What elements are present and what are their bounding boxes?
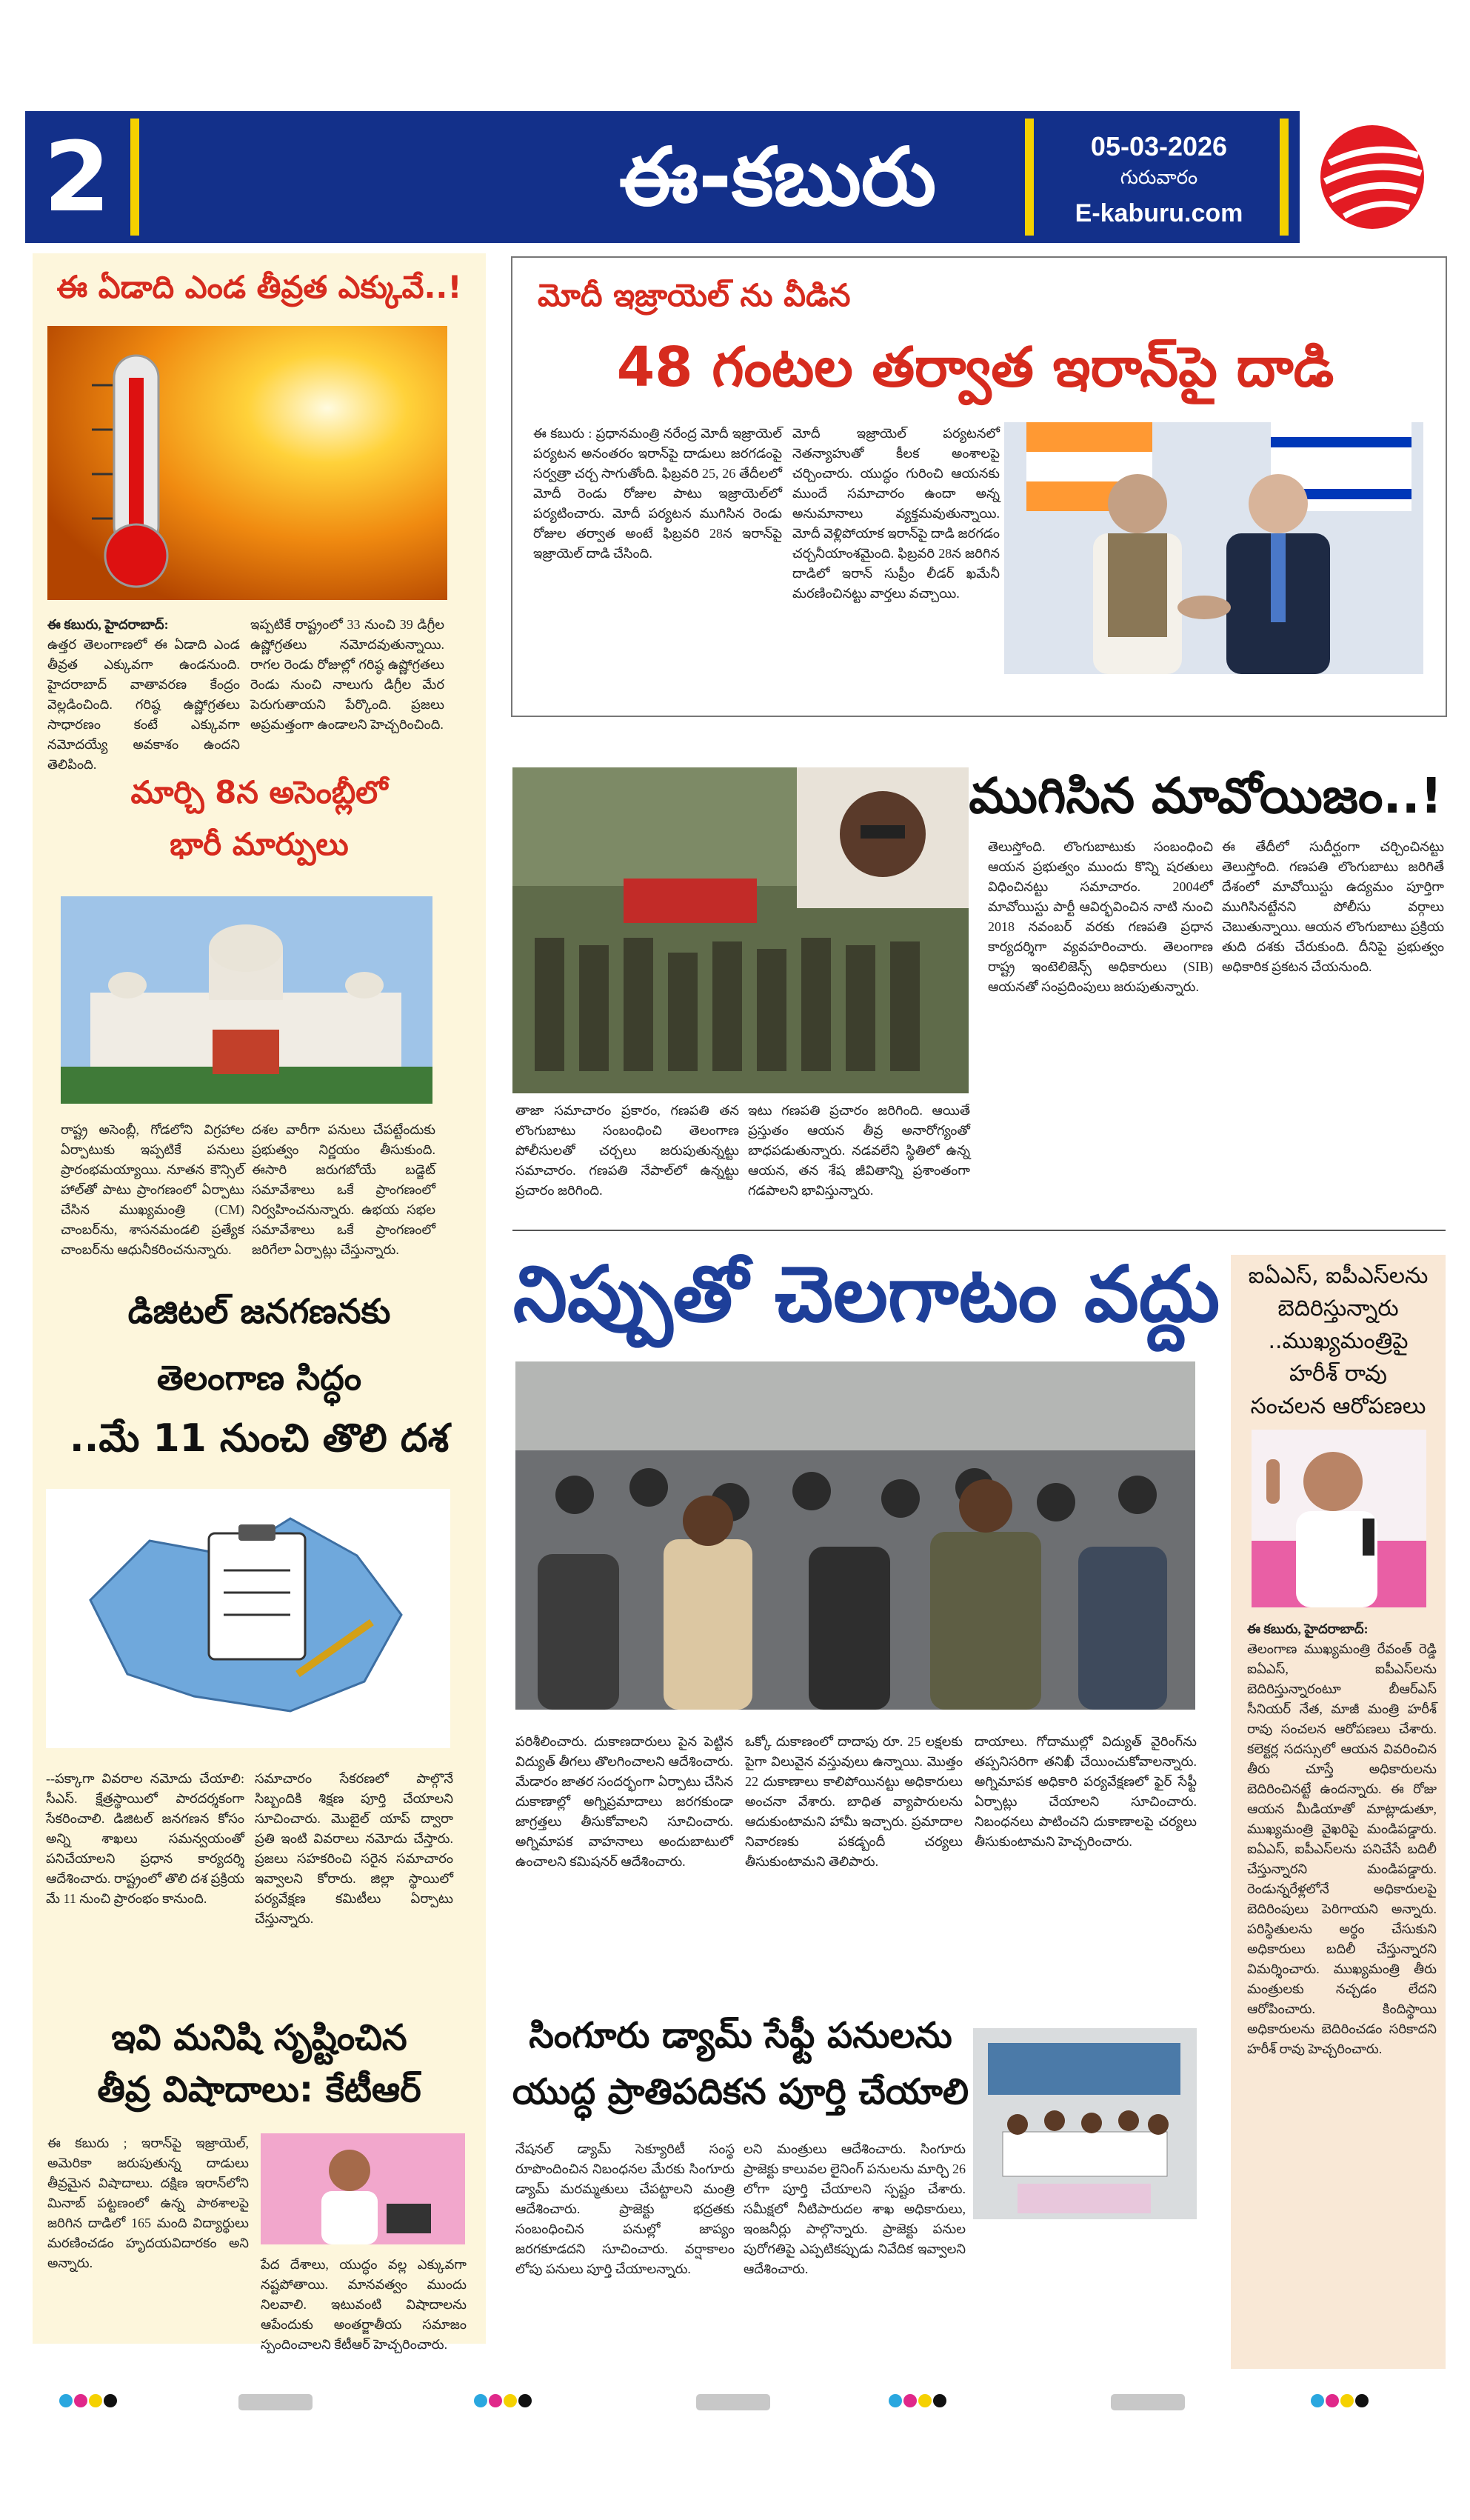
maoist-body-photo-left: తాజా సమాచారం ప్రకారం, గణపతి తన లొంగుబాటు సంబంధించి తెలంగాణ పోలీసులతో చర్చలు జరుపుతున్నట్టు సమాచారం. గణపతి నేపాల్‌లో ఉన్నట్టు ప్రచారం జరిగింది. <box>515 1103 739 1198</box>
harish-dateline: ఈ కబురు, హైదరాబాద్: <box>1247 1621 1369 1636</box>
heat-headline: ఈ ఏడాది ఎండ తీవ్రత ఎక్కువే..! <box>56 269 462 305</box>
masthead-divider-left <box>130 119 139 236</box>
officials-inspection-image <box>515 1361 1195 1710</box>
assembly-body-left: రాష్ట్ర అసెంబ్లీ, గోడలోని విగ్రహాల ఏర్పాటుకు ఇప్పటికే పనులు ప్రారంభమయ్యాయి. నూతన కౌన్సిల్ హాల్‌తో పాటు ప్రాంగణంలో ఏర్పాటు చేసిన ముఖ్యమంత్రి (CM) చాంబర్‌ను, శాసనమండలి ప్రత్యేక చాంబర్‌ను ఆధునీకరించనున్నారు. <box>61 1122 244 1257</box>
issue-date: 05-03-2026 <box>1090 131 1228 161</box>
brand-title: ఈ-కబురు <box>618 131 937 224</box>
page-number: 2 <box>43 121 111 233</box>
assembly-headline-line2: భారీ మార్పులు <box>170 826 349 862</box>
iran-body-right: మోదీ ఇజ్రాయెల్ పర్యటనలో నెతన్యాహుతో కీలక అంశాలపై చర్చించారు. యుద్ధం గురించి ఆయనకు ముందే సమాచారం ఉందా అన్న అనుమానాలు వ్యక్తమవుతున్నాయి. మోదీ వెళ్లిపోయాక ఇరాన్‌పై దాడి జరగడం చర్చనీయాంశమైంది. ఫిబ్రవరి 28న జరిగిన దాడిలో ఇరాన్ సుప్రీం లీడర్ ఖమేనీ మరణించినట్టు వార్తలు వచ్చాయి. <box>792 426 1000 601</box>
print-registration-3 <box>889 2394 948 2410</box>
singur-body-right: లని మంత్రులు ఆదేశించారు. సింగూరు ప్రాజెక్టు కాలువల లైనింగ్ పనులను మార్చి 26 లోగా పూర్తి చేయాలని స్పష్టం చేశారు. సమీక్షలో నీటిపారుదల శాఖ అధికారులు, ఇంజనీర్లు పాల్గొన్నారు. ప్రాజెక్టు పనుల పురోగతిపై ఎప్పటికప్పుడు నివేదిక ఇవ్వాలని ఆదేశించారు. <box>744 2141 966 2276</box>
harish-rao-portrait-image <box>1252 1430 1426 1607</box>
print-greybar-3 <box>1111 2394 1185 2410</box>
ktr-portrait-image <box>261 2133 465 2244</box>
ktr-body-right: పేద దేశాలు, యుద్ధం వల్ల ఎక్కువగా నష్టపోతాయి. మానవత్వం ముందు నిలవాలి. ఇటువంటి విషాదాలను ఆపేందుకు అంతర్జాతీయ సమాజం స్పందించాలని కేటీఆర్ హెచ్చరించారు. <box>261 2257 467 2352</box>
harish-headline-line1: ఐఏఎస్, ఐపీఎస్‌లను <box>1248 1263 1429 1289</box>
heat-body-right: ఇప్పటికే రాష్ట్రంలో 33 నుంచి 39 డిగ్రీల ఉష్ణోగ్రతలు నమోదవుతున్నాయి. రాగల రెండు రోజుల్లో గరిష్ఠ ఉష్ణోగ్రతలు రెండు నుంచి నాలుగు డిగ్రీల మేర పెరుగుతాయని పేర్కొంది. ప్రజలు అప్రమత్తంగా ఉండాలని హెచ్చరించింది. <box>250 617 444 732</box>
ktr-headline-line1: ఇవి మనిషి సృష్టించిన <box>111 2017 407 2059</box>
iran-headline: 48 గంటల తర్వాత ఇరాన్‌పై దాడి <box>616 336 1334 399</box>
logo-swirl-icon <box>1300 111 1445 243</box>
ktr-headline-line2: తీవ్ర విషాదాలు: కేటీఆర్ <box>97 2069 421 2110</box>
print-registration-1 <box>59 2394 118 2410</box>
census-headline-line1: డిజిటల్ జనగణనకు <box>127 1291 391 1331</box>
assembly-photo <box>61 896 432 1104</box>
print-registration-2 <box>474 2394 533 2410</box>
maoist-body-photo-right: ఇటు గణపతి ప్రచారం జరిగింది. ఆయితే ప్రస్తుతం ఆయన తీవ్ర అనారోగ్యంతో బాధపడుతున్నారు. నడవలేని స్థితిలో ఉన్న ఆయన, తన శేష జీవితాన్ని ప్రశాంతంగా గడపాలని భావిస్తున్నారు. <box>748 1103 970 1198</box>
issue-weekday: గురువారం <box>1120 167 1198 189</box>
iran-kicker: మోదీ ఇజ్రాయెల్ ను వీడిన <box>538 277 851 313</box>
iran-body-left: ఈ కబురు : ప్రధానమంత్రి నరేంద్ర మోదీ ఇజ్రాయెల్ పర్యటన అనంతరం ఇరాన్‌పై దాడులు జరగడంపై సర్వత్రా చర్చ సాగుతోంది. ఫిబ్రవరి 25, 26 తేదీలలో మోదీ రెండు రోజుల పాటు ఇజ్రాయెల్‌లో పర్యటించారు. మోదీ పర్యటన ముగిసిన రెండు రోజుల తర్వాత అంటే ఫిబ్రవరి 28న ఇరాన్‌పై ఇజ్రాయెల్ దాడి చేసింది. <box>533 426 782 561</box>
harish-headline-line3: ..ముఖ్యమంత్రిపై <box>1268 1328 1409 1354</box>
heat-body-left <box>47 615 240 772</box>
census-body-left: --పక్కాగా వివరాల నమోదు చేయాలి: సీఎస్. క్షేత్రస్థాయిలో పారదర్శకంగా సేకరించాలి. డిజిటల్ జనగణన కోసం అన్ని శాఖలు సమన్వయంతో పనిచేయాలని ప్రధాన కార్యదర్శి ఆదేశించారు. రాష్ట్రంలో తొలి దశ ప్రక్రియ మే 11 నుంచి ప్రారంభం కానుంది. <box>46 1771 244 1906</box>
thermometer-icon <box>47 326 447 600</box>
maoist-headline: ముగిసిన మావోయిజం..! <box>969 767 1443 824</box>
maoist-photo <box>512 767 969 1093</box>
nipputho-body-col1: పరిశీలించారు. దుకాణదారులు పైన పెట్టిన విద్యుత్ తీగలు తొలగించాలని ఆదేశించారు. మేడారం జాతర సందర్భంగా ఏర్పాటు చేసిన దుకాణాల్లో అగ్నిప్రమాదాలు జరగకుండా జాగ్రత్తలు తీసుకోవాలని సూచించారు. అగ్నిమాపక వాహనాలు అందుబాటులో ఉంచాలని కమిషనర్ ఆదేశించారు. <box>515 1734 733 1869</box>
harish-photo <box>1252 1430 1426 1607</box>
heat-photo <box>47 326 447 600</box>
singur-body-left: నేషనల్ డ్యామ్ సెక్యూరిటీ సంస్థ రూపొందించిన నిబంధనల మేరకు సింగూరు డ్యామ్ మరమ్మతులు చేపట్టాలని మంత్రి ఆదేశించారు. ప్రాజెక్టు భద్రతకు సంబంధించిన పనుల్లో జాప్యం జరగకూడదని సూచించారు. వర్షాకాలం లోపు పనులు పూర్తి చేయాలన్నారు. <box>515 2141 735 2276</box>
modi-netanyahu-image <box>1004 422 1423 674</box>
assembly-headline-line1: మార్చి 8న అసెంబ్లీలో <box>130 774 388 810</box>
masthead-divider-right <box>1280 119 1289 236</box>
nipputho-headline: నిప్పుతో చెలగాటం వద్దు <box>512 1249 1220 1339</box>
website-url[interactable]: E-kaburu.com <box>1075 199 1243 227</box>
heat-dateline: ఈ కబురు, హైదరాబాద్: <box>47 617 169 632</box>
masthead-divider-mid <box>1025 119 1034 236</box>
census-headline-line3: ..మే 11 నుంచి తొలి దశ <box>69 1416 450 1461</box>
maoist-body-col1: తెలుస్తోంది. లొంగుబాటుకు సంబంధించి ఆయన ప్రభుత్వం ముందు కొన్ని షరతులు విధించినట్టు సమాచారం. 2004లో మావోయిస్టు పార్టీ ఆవిర్భవించిన నాటి నుంచి 2018 నవంబర్ వరకు గణపతి ప్రధాన కార్యదర్శిగా వ్యవహరించారు. తెలంగాణ రాష్ట్ర ఇంటెలిజెన్స్ అధికారులు (SIB) ఆయనతో సంప్రదింపులు జరుపుతున్నారు. <box>988 839 1213 994</box>
ktr-body-left: ఈ కబురు ; ఇరాన్‌పై ఇజ్రాయెల్, అమెరికా జరుపుతున్న దాడులు తీవ్రమైన విషాదాలు. దక్షిణ ఇరాన్‌లోని మినాబ్ పట్టణంలో ఉన్న పాఠశాలపై జరిగిన దాడిలో 165 మంది విద్యార్థులు మరణించడం హృదయవిదారకం అని అన్నారు. <box>47 2136 249 2270</box>
harish-headline-line5: సంచలన ఆరోపణలు <box>1250 1393 1426 1419</box>
review-meeting-image <box>973 2028 1197 2219</box>
print-greybar-1 <box>238 2394 313 2410</box>
harish-headline-line4: హరీశ్ రావు <box>1289 1361 1387 1387</box>
section-rule <box>512 1230 1446 1231</box>
census-body-right: సమాచారం సేకరణలో పాల్గొనే సిబ్బందికి శిక్షణ పూర్తి చేయాలని సూచించారు. మొబైల్ యాప్ ద్వారా ప్రతి ఇంటి వివరాలు నమోదు చేస్తారు. ప్రజలు సహకరించి సరైన సమాచారం ఇవ్వాలని కోరారు. జిల్లా స్థాయిలో పర్యవేక్షణ కమిటీలు ఏర్పాటు చేస్తున్నారు. <box>255 1771 453 1926</box>
date-box <box>1037 122 1281 228</box>
harish-body-text: తెలంగాణ ముఖ్యమంత్రి రేవంత్ రెడ్డి ఐఏఎస్, ఐపీఎస్‌లను బెదిరిస్తున్నారంటూ బీఆర్ఎస్ సీనియర్ నేత, మాజీ మంత్రి హరీశ్ రావు సంచలన ఆరోపణలు చేశారు. కలెక్టర్ల సదస్సులో ఆయన వివరించిన తీరు చూస్తే అధికారులను బెదిరించినట్టే ఉందన్నారు. ఈ రోజు ఆయన మీడియాతో మాట్లాడుతూ, ముఖ్యమంత్రి వైఖరిపై మండిపడ్డారు. ఐఏఎస్, ఐపీఎస్‌లను పనిచేసే బదిలీ చేస్తున్నారని మండిపడ్డారు. రెండున్నరేళ్లలోనే అధికారులపై బెదిరింపులు పెరిగాయని అన్నారు. పరిస్థితులను అర్థం చేసుకుని అధికారులు బదిలీ చేస్తున్నారని విమర్శించారు. ముఖ్యమంత్రి తీరు మంత్రులకు నచ్చడం లేదని ఆరోపించారు. కిందిస్థాయి అధికారులను బెదిరించడం సరికాదని హరీశ్ రావు హెచ్చరించారు. <box>1247 1641 1437 2056</box>
nipputho-body-col3: దాయాలు. గోదాముల్లో విద్యుత్ వైరింగ్‌ను తప్పనిసరిగా తనిఖీ చేయించుకోవాలన్నారు. అగ్నిమాపక అధికారి పర్యవేక్షణలో ఫైర్ సేఫ్టీ ఏర్పాట్లు చేయాలని సూచించారు. నిబంధనలు పాటించని దుకాణాలపై చర్యలు తీసుకుంటామని హెచ్చరించారు. <box>975 1734 1197 1849</box>
assembly-building-image <box>61 896 432 1104</box>
logo-panel <box>1300 111 1445 243</box>
print-greybar-2 <box>696 2394 770 2410</box>
singur-headline-line2: యుద్ధ ప్రాతిపదికన పూర్తి చేయాలి <box>512 2071 969 2113</box>
print-registration-4 <box>1311 2394 1370 2410</box>
maoist-cadres-image <box>512 767 969 1093</box>
harish-body-wrap <box>1247 1619 1437 2353</box>
singur-headline-line1: సింగూరు డ్యామ్ సేఫ్టీ పనులను <box>529 2015 952 2056</box>
census-headline-line2: తెలంగాణ సిద్ధం <box>156 1358 362 1398</box>
nipputho-body-col2: ఒక్కో దుకాణంలో దాదాపు రూ. 25 లక్షలకు పైగా విలువైన వస్తువులు ఉన్నాయి. మొత్తం 22 దుకాణాలు కాలిపోయినట్టు అధికారులు అంచనా వేశారు. బాధిత వ్యాపారులను ఆదుకుంటామని హామీ ఇచ్చారు. ప్రమాదాల నివారణకు పకడ్బందీ చర్యలు తీసుకుంటామని తెలిపారు. <box>745 1734 963 1869</box>
iran-photo <box>1004 422 1423 674</box>
nipputho-photo <box>515 1361 1195 1710</box>
telangana-map-clipboard-icon <box>46 1489 450 1748</box>
ktr-photo <box>261 2133 465 2244</box>
assembly-body-right: దశల వారీగా పనులు చేపట్టేందుకు ప్రభుత్వం నిర్ణయం తీసుకుంది. ఈసారి జరుగబోయే బడ్జెట్ సమావేశాలు ఒకే ప్రాంగణంలో నిర్వహించనున్నారు. ఉభయ సభల సమావేశాలు ఒకే ప్రాంగణంలో జరిగేలా ఏర్పాట్లు చేస్తున్నారు. <box>252 1122 435 1257</box>
maoist-body-col2: ఈ తేదీలో సుదీర్ఘంగా చర్చించినట్టు తెలుస్తోంది. గణపతి లొంగుబాటు జరిగితే దేశంలో మావోయిస్టు ఉద్యమం పూర్తిగా ముగిసినట్టేనని పోలీసు వర్గాలు చెబుతున్నాయి. ఆయన లొంగుబాటు ప్రక్రియ తుది దశకు చేరుకుంది. దీనిపై ప్రభుత్వం అధికారిక ప్రకటన చేయనుంది. <box>1222 839 1444 974</box>
harish-headline-line2: బెదిరిస్తున్నారు <box>1277 1296 1399 1321</box>
heat-body-left-text: ఉత్తర తెలంగాణలో ఈ ఏడాది ఎండ తీవ్రత ఎక్కువగా ఉండనుంది. హైదరాబాద్ వాతావరణ కేంద్రం వెల్లడించింది. గరిష్ఠ ఉష్ణోగ్రతలు సాధారణం కంటే ఎక్కువగా నమోదయ్యే అవకాశం ఉందని తెలిపింది. <box>47 637 240 772</box>
census-illustration <box>46 1489 450 1748</box>
singur-photo <box>973 2028 1197 2219</box>
